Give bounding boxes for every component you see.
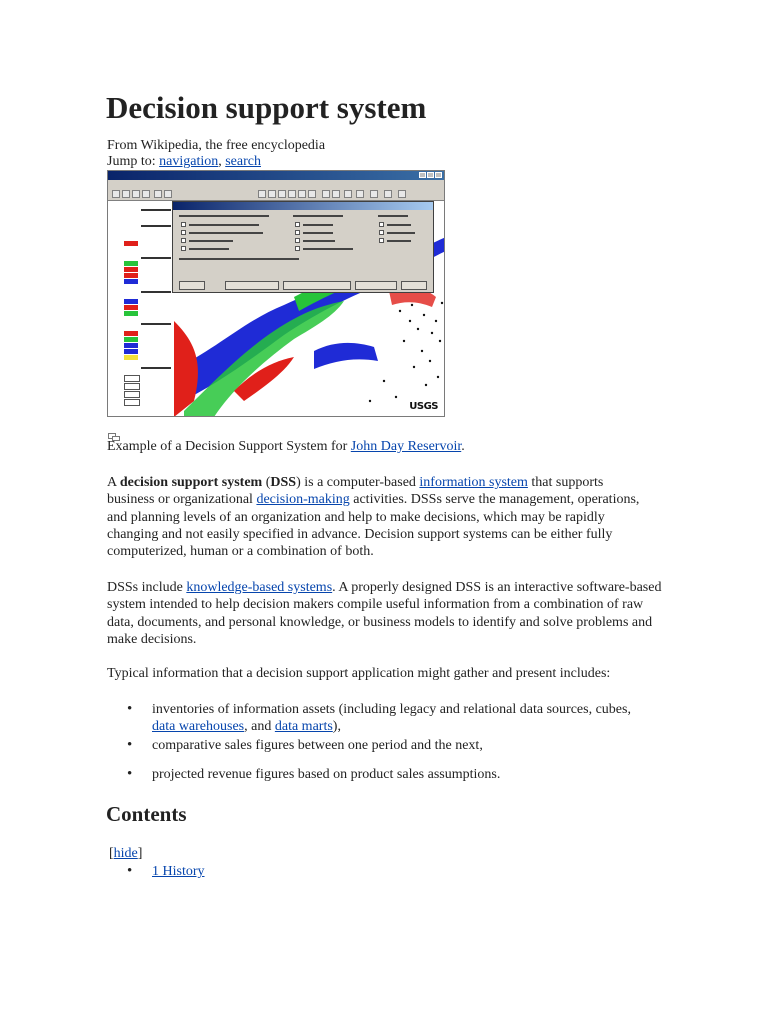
select-drawdown-dialog [172, 201, 434, 293]
figure-caption: Example of a Decision Support System for John Day Reservoir. [107, 439, 465, 454]
map-legend [108, 201, 175, 417]
window-controls [419, 172, 442, 178]
jump-to-label: Jump to: [107, 154, 156, 169]
toc-link-history[interactable]: 1 History [152, 864, 205, 879]
dss-paragraph: DSSs include knowledge-based systems. A properly designed DSS is an interactive software-based system intended to help decision makers compile useful information from a combination of raw data, documents, and personal knowledge, or business models to identify and solve problems and make decisions. [107, 580, 662, 647]
window-toolbar [108, 188, 444, 201]
jump-to-bar [107, 153, 261, 170]
window-titlebar [108, 171, 444, 180]
dss-screenshot-image[interactable] [107, 170, 445, 417]
page-title: Decision support system [106, 90, 427, 125]
contents-heading: Contents [106, 802, 187, 826]
data-marts-link[interactable]: data marts [274, 719, 333, 735]
information-system-link[interactable]: information system [419, 475, 528, 490]
window-menubar [108, 180, 444, 188]
info-bullet-list [107, 701, 647, 783]
jump-separator: , [218, 154, 222, 169]
knowledge-based-systems-link[interactable]: knowledge-based systems [186, 580, 333, 595]
data-warehouses-link[interactable]: data warehouses [152, 719, 245, 735]
john-day-reservoir-link[interactable]: John Day Reservoir [350, 439, 462, 454]
toc-list [107, 863, 407, 880]
typical-paragraph: Typical information that a decision support application might gather and present includes: [107, 666, 611, 681]
enlarge-icon[interactable] [108, 428, 120, 436]
intro-paragraph: A decision support system (DSS) is a computer-based information system that supports business or organizational decision-making activities. DSSs serve the management, operations, and planning levels of an organization and help to make decisions, which may be rapidly changing and not easily specified in advance. Decision support systems can be either fully computerized, human or a combination of both. [107, 475, 640, 560]
decision-making-link[interactable]: decision-making [256, 492, 350, 508]
search-link[interactable]: search [225, 154, 261, 169]
list-item: • inventories of information assets (including legacy and relational data sources, cubes, data warehouses, and data marts), [107, 701, 647, 736]
term-abbr: DSS [270, 475, 297, 490]
contents-toggle: [hide] [109, 846, 143, 861]
list-item: • comparative sales figures between one period and the next, [107, 737, 647, 754]
term-dss: decision support system [119, 475, 263, 490]
tagline: From Wikipedia, the free encyclopedia [107, 138, 326, 153]
usgs-logo: USGS [409, 401, 438, 412]
hide-toc-link[interactable]: hide [113, 846, 138, 861]
navigation-link[interactable]: navigation [159, 154, 219, 169]
toc-item [107, 863, 407, 880]
list-item: • projected revenue figures based on product sales assumptions. [107, 766, 647, 783]
